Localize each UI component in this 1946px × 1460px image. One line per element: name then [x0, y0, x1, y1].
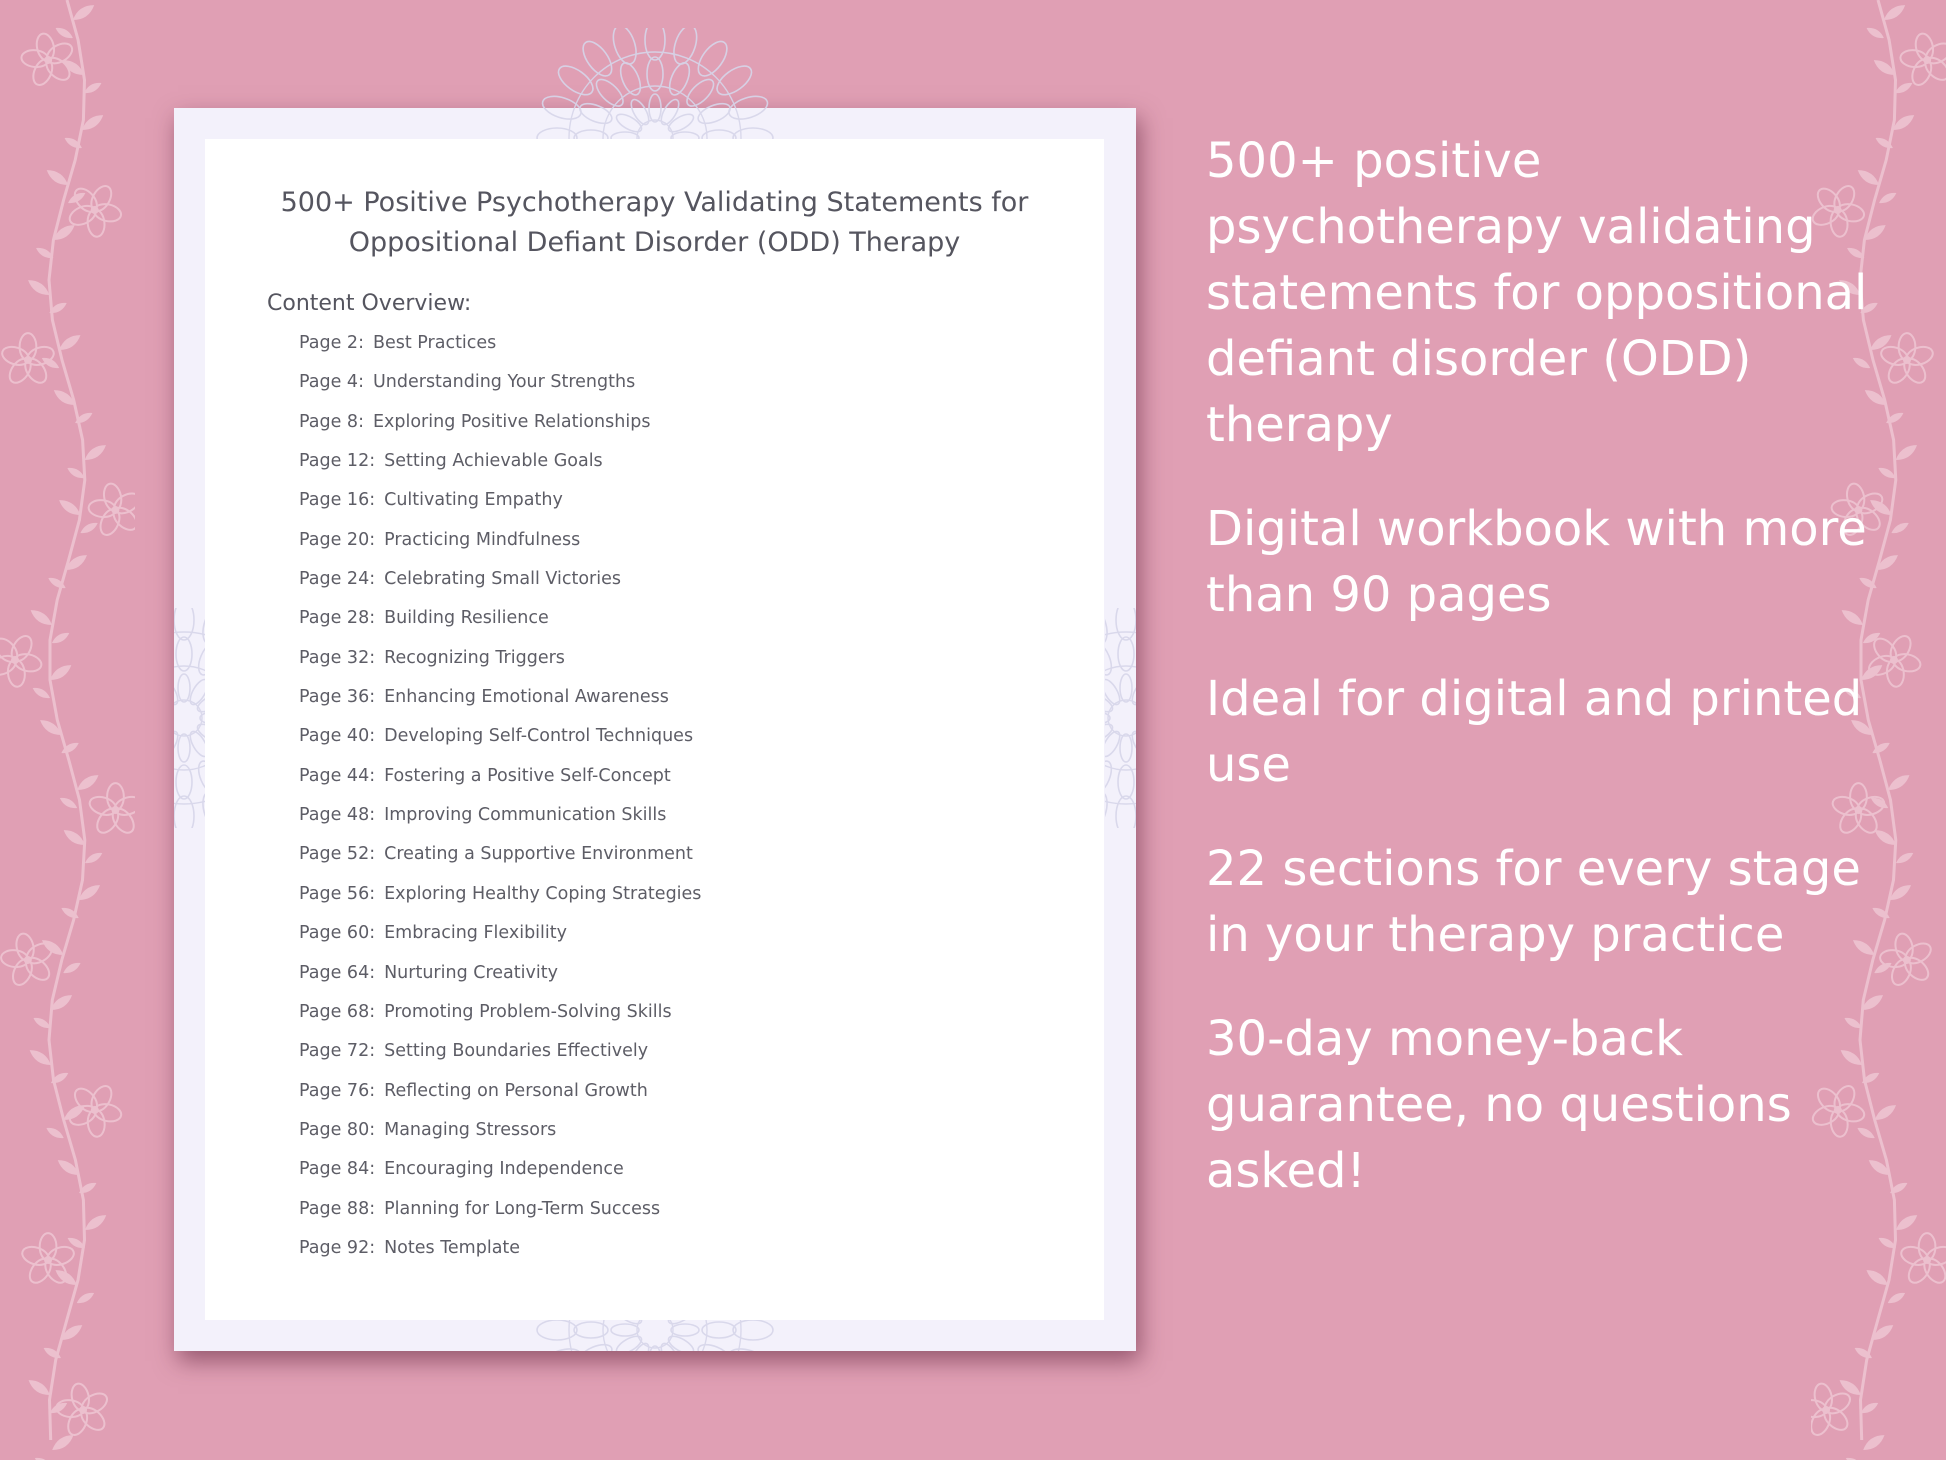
content-overview-heading: Content Overview:: [267, 291, 472, 316]
document-title: 500+ Positive Psychotherapy Validating Statements for Oppositional Defiant Disorder (ODD) Therapy: [280, 187, 1029, 258]
toc-page-number: Page 88:: [299, 1198, 376, 1219]
toc-entry: [299, 1041, 701, 1080]
toc-entry: [299, 333, 701, 372]
table-of-contents: [299, 333, 701, 1277]
toc-page-number: Page 4:: [299, 372, 364, 393]
toc-section-title: Encouraging Independence: [384, 1159, 624, 1180]
toc-entry: [299, 569, 701, 608]
toc-entry: [299, 1199, 701, 1238]
toc-section-title: Developing Self-Control Techniques: [384, 726, 694, 747]
toc-page-number: Page 16:: [299, 490, 376, 511]
toc-section-title: Fostering a Positive Self-Concept: [384, 765, 671, 786]
toc-section-title: Improving Communication Skills: [384, 805, 667, 826]
toc-section-title: Embracing Flexibility: [384, 923, 567, 944]
toc-section-title: Setting Achievable Goals: [384, 451, 603, 472]
toc-entry: [299, 1238, 701, 1277]
toc-page-number: Page 28:: [299, 608, 376, 629]
toc-page-number: Page 36:: [299, 687, 376, 708]
toc-section-title: Cultivating Empathy: [384, 490, 563, 511]
toc-entry: [299, 1120, 701, 1159]
toc-entry: [299, 726, 701, 765]
toc-section-title: Best Practices: [372, 333, 497, 353]
toc-page-number: Page 2:: [299, 333, 364, 353]
toc-page-number: Page 24:: [299, 569, 376, 590]
toc-section-title: Understanding Your Strengths: [372, 372, 636, 393]
toc-section-title: Building Resilience: [384, 608, 549, 629]
toc-section-title: Celebrating Small Victories: [384, 569, 621, 590]
toc-page-number: Page 40:: [299, 726, 376, 747]
toc-page-number: Page 32:: [299, 647, 376, 668]
toc-entry: [299, 608, 701, 647]
toc-entry: [299, 805, 701, 844]
toc-page-number: Page 68:: [299, 1001, 376, 1022]
toc-section-title: Managing Stressors: [384, 1119, 557, 1140]
toc-page-number: Page 56:: [299, 883, 376, 904]
feature-text: 30-day money-back guarantee, no questions asked!: [1206, 1011, 1792, 1199]
feature-text: 500+ positive psychotherapy validating statements for oppositional defiant disorder (ODD) therapy: [1206, 133, 1868, 453]
toc-page-number: Page 84:: [299, 1159, 376, 1180]
toc-section-title: Nurturing Creativity: [384, 962, 558, 983]
toc-entry: [299, 1159, 701, 1198]
toc-entry: [299, 412, 701, 451]
toc-entry: [299, 963, 701, 1002]
toc-entry: [299, 884, 701, 923]
toc-section-title: Promoting Problem-Solving Skills: [384, 1001, 672, 1022]
page-content: [205, 139, 1104, 1320]
toc-section-title: Exploring Healthy Coping Strategies: [384, 883, 702, 904]
toc-section-title: Notes Template: [384, 1237, 521, 1258]
toc-page-number: Page 92:: [299, 1237, 376, 1258]
toc-page-number: Page 44:: [299, 765, 376, 786]
feature-text: Ideal for digital and printed use: [1206, 671, 1863, 793]
feature-text: Digital workbook with more than 90 pages: [1206, 501, 1867, 623]
toc-section-title: Exploring Positive Relationships: [372, 411, 651, 432]
toc-entry: [299, 1002, 701, 1041]
toc-section-title: Enhancing Emotional Awareness: [384, 687, 669, 708]
toc-page-number: Page 76:: [299, 1080, 376, 1101]
mandala-ornament-bottom: [510, 1320, 800, 1351]
toc-page-number: Page 20:: [299, 529, 376, 550]
toc-page-number: Page 48:: [299, 805, 376, 826]
mandala-ornament-right: [1105, 608, 1136, 828]
feature-list: [1206, 128, 1906, 1242]
toc-page-number: Page 64:: [299, 962, 376, 983]
toc-section-title: Planning for Long-Term Success: [384, 1198, 661, 1219]
toc-section-title: Setting Boundaries Effectively: [384, 1041, 649, 1062]
toc-entry: [299, 687, 701, 726]
toc-section-title: Creating a Supportive Environment: [384, 844, 693, 865]
toc-page-number: Page 60:: [299, 923, 376, 944]
feature-text: 22 sections for every stage in your therapy practice: [1206, 841, 1861, 963]
toc-entry: [299, 766, 701, 805]
toc-entry: [299, 648, 701, 687]
toc-section-title: Recognizing Triggers: [384, 647, 565, 668]
toc-entry: [299, 451, 701, 490]
mandala-ornament-left: [174, 608, 205, 828]
toc-entry: [299, 1081, 701, 1120]
floral-vine-left: [0, 0, 135, 1460]
workbook-page: [174, 108, 1136, 1351]
toc-entry: [299, 530, 701, 569]
toc-page-number: Page 12:: [299, 451, 376, 472]
toc-section-title: Practicing Mindfulness: [384, 529, 581, 550]
toc-entry: [299, 490, 701, 529]
toc-page-number: Page 52:: [299, 844, 376, 865]
toc-page-number: Page 72:: [299, 1041, 376, 1062]
toc-section-title: Reflecting on Personal Growth: [384, 1080, 648, 1101]
toc-entry: [299, 844, 701, 883]
toc-entry: [299, 372, 701, 411]
toc-page-number: Page 80:: [299, 1119, 376, 1140]
toc-page-number: Page 8:: [299, 411, 364, 432]
toc-entry: [299, 923, 701, 962]
